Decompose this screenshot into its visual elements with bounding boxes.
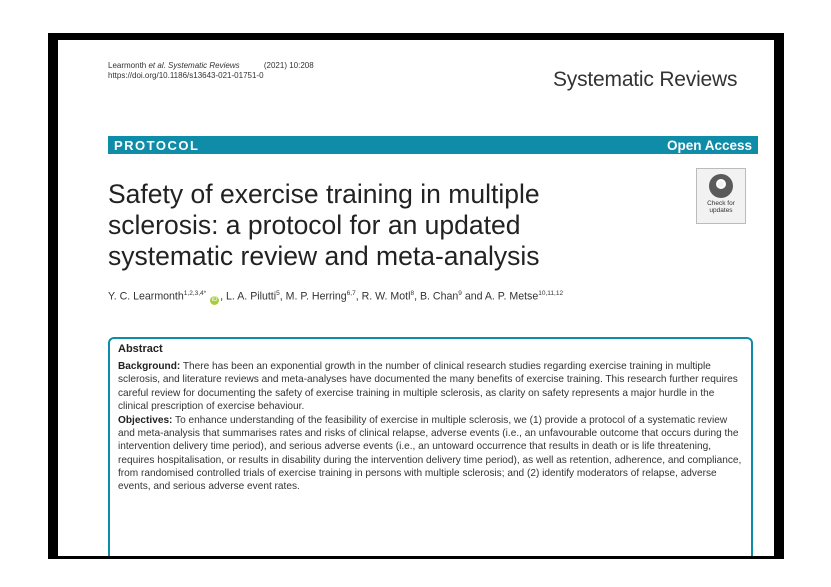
citation-block bbox=[108, 61, 314, 81]
crossmark-icon bbox=[709, 174, 733, 198]
author-name[interactable]: , R. W. Motl bbox=[355, 290, 411, 303]
orcid-icon[interactable]: iD bbox=[211, 296, 218, 303]
citation-authors: Learmonth bbox=[108, 61, 147, 70]
author-list bbox=[108, 290, 563, 305]
affiliation-sup: 5 bbox=[276, 290, 280, 297]
author-name[interactable]: , L. A. Pilutti bbox=[220, 290, 277, 303]
abstract-heading: Abstract bbox=[118, 343, 163, 355]
author-name[interactable]: Y. C. Learmonth bbox=[108, 290, 184, 303]
background-text: There has been an exponential growth in the number of clinical research studies regarding exercise training in multiple sclerosis, and literature reviews and meta-analyses have documented the many benefits of exercise training. This research further requires careful review for documenting the safety of exercise training in multiple sclerosis, as clarity on safety represents a major hurdle in the clinical prescription of exercise behaviour. bbox=[118, 361, 738, 412]
abstract-objectives bbox=[118, 414, 743, 493]
doi-link[interactable]: https://doi.org/10.1186/s13643-021-01751-0 bbox=[108, 71, 264, 80]
article-title bbox=[108, 179, 648, 272]
title-line: sclerosis: a protocol for an updated bbox=[108, 210, 521, 240]
affiliation-sup: 6,7 bbox=[346, 290, 356, 297]
abstract-box bbox=[108, 337, 753, 556]
citation-journal: et al. Systematic Reviews bbox=[148, 61, 240, 70]
affiliation-sup: 1,2,3,4* bbox=[183, 290, 207, 297]
journal-name: Systematic Reviews bbox=[553, 68, 738, 91]
check-badge-line2: updates bbox=[709, 207, 733, 214]
author-name[interactable]: , M. P. Herring bbox=[279, 290, 347, 303]
background-label: Background: bbox=[118, 361, 181, 373]
affiliation-sup: 9 bbox=[458, 290, 462, 297]
article-type-banner bbox=[108, 136, 758, 154]
author-name[interactable]: and A. P. Metse bbox=[461, 290, 539, 303]
affiliation-sup: 8 bbox=[410, 290, 415, 297]
open-access-label: Open Access bbox=[666, 137, 752, 153]
citation-year-volume: (2021) 10:208 bbox=[263, 61, 314, 70]
paper-page bbox=[58, 40, 774, 556]
title-line: Safety of exercise training in multiple bbox=[108, 179, 540, 209]
objectives-text: To enhance understanding of the feasibility of exercise in multiple sclerosis, we (1) provide a protocol of a systematic review and meta-analysis that summarises rates and risks of clinical relapse, adverse events (i.e., an unfavourable outcome that occurs during the intervention delivery time period), and serious adverse events (i.e., an untoward occurrence that results in death or is life threatening, requires hospitalisation, or results in disability during the intervention delivery time period), as well as retention, adherence, and compliance, from randomised controlled trials of exercise training in persons with multiple sclerosis; and (2) identify moderators of relapse, adverse events, and serious adverse event rates. bbox=[118, 415, 742, 493]
check-for-updates-button[interactable] bbox=[696, 168, 746, 224]
objectives-label: Objectives: bbox=[118, 415, 173, 427]
article-type-label: PROTOCOL bbox=[114, 137, 200, 153]
affiliation-sup: 10,11,12 bbox=[538, 290, 564, 297]
abstract-background bbox=[118, 360, 743, 413]
check-badge-line1: Check for bbox=[707, 200, 735, 207]
title-line: systematic review and meta-analysis bbox=[108, 241, 540, 271]
author-name[interactable]: , B. Chan bbox=[414, 290, 459, 303]
